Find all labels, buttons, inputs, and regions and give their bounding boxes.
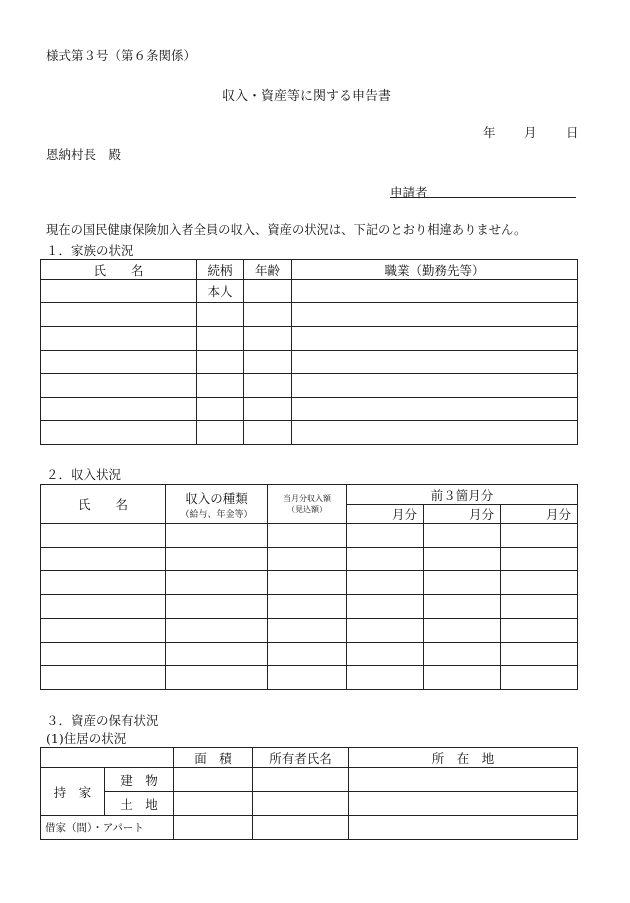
residence-header-row bbox=[41, 748, 578, 768]
family-relation-cell[interactable] bbox=[197, 327, 244, 351]
family-occupation-cell[interactable] bbox=[292, 374, 578, 398]
owned-house-label: 持 家 bbox=[41, 768, 105, 816]
table-row bbox=[41, 280, 578, 303]
income-current-cell[interactable] bbox=[268, 619, 347, 643]
income-type-cell[interactable] bbox=[166, 643, 268, 666]
income-header-month2: 月分 bbox=[424, 505, 501, 524]
family-age-cell[interactable] bbox=[244, 351, 292, 374]
section2-heading: ２．収入状況 bbox=[46, 467, 122, 482]
table-row bbox=[41, 548, 578, 571]
income-month3-cell[interactable] bbox=[501, 643, 578, 666]
section3-subheading: (1)住居の状況 bbox=[46, 731, 127, 746]
table-row bbox=[41, 374, 578, 398]
rental-area-cell[interactable] bbox=[174, 816, 253, 840]
income-type-cell[interactable] bbox=[166, 548, 268, 571]
table-row bbox=[41, 816, 578, 840]
table-row bbox=[41, 398, 578, 421]
residence-header-area: 面 積 bbox=[174, 748, 253, 768]
family-relation-cell[interactable] bbox=[197, 398, 244, 421]
income-current-cell[interactable] bbox=[268, 666, 347, 690]
income-month3-cell[interactable] bbox=[501, 595, 578, 619]
income-current-cell[interactable] bbox=[268, 524, 347, 548]
income-name-cell[interactable] bbox=[41, 571, 166, 595]
family-age-cell[interactable] bbox=[244, 398, 292, 421]
income-current-cell[interactable] bbox=[268, 595, 347, 619]
income-name-cell[interactable] bbox=[41, 548, 166, 571]
family-age-cell[interactable] bbox=[244, 303, 292, 327]
family-name-cell[interactable] bbox=[41, 303, 197, 327]
income-header-type-label: 収入の種類 bbox=[185, 490, 248, 506]
section1-heading: １．家族の状況 bbox=[46, 243, 134, 258]
land-owner-cell[interactable] bbox=[253, 792, 349, 816]
date-day-label: 日 bbox=[566, 125, 579, 140]
income-header-current bbox=[268, 485, 347, 524]
income-current-cell[interactable] bbox=[268, 643, 347, 666]
table-row bbox=[41, 643, 578, 666]
table-row bbox=[41, 595, 578, 619]
income-current-cell[interactable] bbox=[268, 548, 347, 571]
family-occupation-cell[interactable] bbox=[292, 303, 578, 327]
date-month-label: 月 bbox=[524, 125, 537, 140]
income-name-cell[interactable] bbox=[41, 619, 166, 643]
table-row bbox=[41, 768, 578, 792]
income-month3-cell[interactable] bbox=[501, 619, 578, 643]
page-title: 収入・資産等に関する申告書 bbox=[222, 89, 392, 104]
income-month1-cell[interactable] bbox=[347, 643, 424, 666]
income-month3-cell[interactable] bbox=[501, 548, 578, 571]
section3-heading: ３．資産の保有状況 bbox=[46, 713, 159, 728]
table-row bbox=[41, 524, 578, 548]
residence-header-location: 所 在 地 bbox=[349, 748, 578, 768]
residence-header-blank bbox=[41, 748, 174, 768]
income-header-prev3: 前３箇月分 bbox=[347, 485, 578, 505]
income-header-name: 氏 名 bbox=[41, 485, 166, 524]
income-type-cell[interactable] bbox=[166, 524, 268, 548]
income-month2-cell[interactable] bbox=[424, 524, 501, 548]
income-month1-cell[interactable] bbox=[347, 595, 424, 619]
family-name-cell[interactable] bbox=[41, 280, 197, 303]
income-month1-cell[interactable] bbox=[347, 619, 424, 643]
income-header-month3: 月分 bbox=[501, 505, 578, 524]
applicant-signature-line[interactable] bbox=[390, 197, 576, 198]
family-age-cell[interactable] bbox=[244, 280, 292, 303]
income-month2-cell[interactable] bbox=[424, 619, 501, 643]
family-occupation-cell[interactable] bbox=[292, 351, 578, 374]
table-row bbox=[41, 571, 578, 595]
land-label: 土 地 bbox=[105, 792, 174, 816]
family-name-cell[interactable] bbox=[41, 421, 197, 445]
declaration-text: 現在の国民健康保険加入者全員の収入、資産の状況は、下記のとおり相違ありません。 bbox=[46, 223, 527, 237]
income-type-cell[interactable] bbox=[166, 595, 268, 619]
table-row bbox=[41, 327, 578, 351]
family-name-cell[interactable] bbox=[41, 327, 197, 351]
family-age-cell[interactable] bbox=[244, 421, 292, 445]
rental-location-cell[interactable] bbox=[349, 816, 578, 840]
building-owner-cell[interactable] bbox=[253, 768, 349, 792]
family-age-cell[interactable] bbox=[244, 374, 292, 398]
income-table bbox=[40, 484, 578, 690]
rental-owner-cell[interactable] bbox=[253, 816, 349, 840]
income-month3-cell[interactable] bbox=[501, 524, 578, 548]
land-location-cell[interactable] bbox=[349, 792, 578, 816]
building-label: 建 物 bbox=[105, 768, 174, 792]
income-month2-cell[interactable] bbox=[424, 571, 501, 595]
income-header-type-note: （給与、年金等） bbox=[180, 509, 253, 520]
building-area-cell[interactable] bbox=[174, 768, 253, 792]
income-name-cell[interactable] bbox=[41, 595, 166, 619]
income-header-month1: 月分 bbox=[347, 505, 424, 524]
income-header-row bbox=[41, 485, 578, 505]
table-row bbox=[41, 792, 578, 816]
family-occupation-cell[interactable] bbox=[292, 398, 578, 421]
table-row bbox=[41, 351, 578, 374]
family-header-relation: 続柄 bbox=[197, 260, 244, 280]
income-month2-cell[interactable] bbox=[424, 548, 501, 571]
income-name-cell[interactable] bbox=[41, 666, 166, 690]
family-header-occupation: 職業（勤務先等） bbox=[292, 260, 578, 280]
family-name-cell[interactable] bbox=[41, 398, 197, 421]
income-month3-cell[interactable] bbox=[501, 666, 578, 690]
income-month2-cell[interactable] bbox=[424, 666, 501, 690]
income-type-cell[interactable] bbox=[166, 619, 268, 643]
family-relation-cell[interactable] bbox=[197, 351, 244, 374]
land-area-cell[interactable] bbox=[174, 792, 253, 816]
table-row bbox=[41, 619, 578, 643]
income-month1-cell[interactable] bbox=[347, 524, 424, 548]
income-type-cell[interactable] bbox=[166, 571, 268, 595]
family-header-row bbox=[41, 260, 578, 280]
building-location-cell[interactable] bbox=[349, 768, 578, 792]
table-row bbox=[41, 303, 578, 327]
family-relation-cell: 本人 bbox=[197, 280, 244, 303]
family-relation-cell[interactable] bbox=[197, 421, 244, 445]
family-name-cell[interactable] bbox=[41, 351, 197, 374]
income-month3-cell[interactable] bbox=[501, 571, 578, 595]
family-name-cell[interactable] bbox=[41, 374, 197, 398]
income-month1-cell[interactable] bbox=[347, 666, 424, 690]
family-table bbox=[40, 259, 578, 445]
income-month1-cell[interactable] bbox=[347, 548, 424, 571]
income-header-current-note: （見込額） bbox=[287, 505, 327, 514]
income-current-cell[interactable] bbox=[268, 571, 347, 595]
table-row bbox=[41, 421, 578, 445]
income-header-type bbox=[166, 485, 268, 524]
family-header-name: 氏 名 bbox=[41, 260, 197, 280]
form-number: 様式第３号（第６条関係） bbox=[46, 48, 197, 63]
addressee: 恩納村長 殿 bbox=[46, 147, 122, 162]
family-relation-cell[interactable] bbox=[197, 303, 244, 327]
income-month2-cell[interactable] bbox=[424, 595, 501, 619]
rental-label: 借家（間）・アパート bbox=[41, 816, 174, 840]
income-type-cell[interactable] bbox=[166, 666, 268, 690]
date-year-label: 年 bbox=[483, 125, 496, 140]
income-month2-cell[interactable] bbox=[424, 643, 501, 666]
residence-header-owner: 所有者氏名 bbox=[253, 748, 349, 768]
family-occupation-cell[interactable] bbox=[292, 280, 578, 303]
family-age-cell[interactable] bbox=[244, 327, 292, 351]
income-month1-cell[interactable] bbox=[347, 571, 424, 595]
residence-table bbox=[40, 747, 578, 840]
family-header-age: 年齢 bbox=[244, 260, 292, 280]
family-occupation-cell[interactable] bbox=[292, 327, 578, 351]
income-name-cell[interactable] bbox=[41, 643, 166, 666]
income-name-cell[interactable] bbox=[41, 524, 166, 548]
family-relation-cell[interactable] bbox=[197, 374, 244, 398]
income-header-current-label: 当月分収入額 bbox=[283, 494, 331, 503]
table-row bbox=[41, 666, 578, 690]
applicant-label: 申請者 bbox=[390, 185, 428, 200]
family-occupation-cell[interactable] bbox=[292, 421, 578, 445]
